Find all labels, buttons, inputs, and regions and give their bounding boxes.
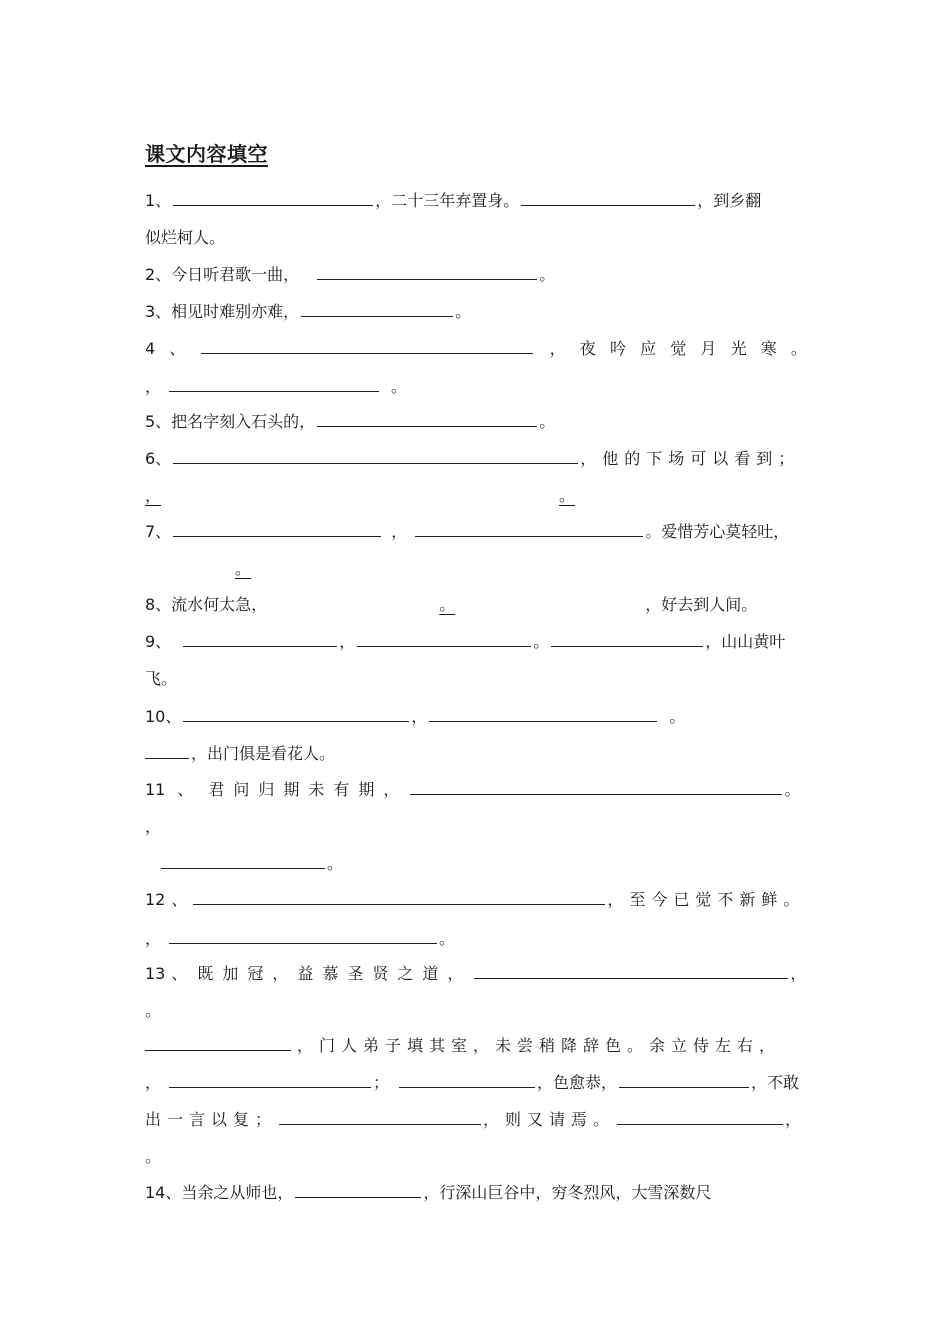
question-text: ，到乡翻 [697, 191, 762, 210]
answer-blank[interactable] [317, 408, 537, 427]
question-text: 出一言以复； [145, 1110, 278, 1129]
question-13-cont-5 [145, 1144, 807, 1170]
question-text: 似烂柯人。 [145, 228, 226, 247]
question-10-cont [145, 740, 807, 766]
question-text: ， [145, 817, 162, 836]
question-text: ， [785, 1110, 802, 1129]
question-text: ， [549, 339, 566, 358]
question-text: ，则又请焉。 [483, 1110, 616, 1129]
question-text: ，他的下场可以看到； [580, 449, 801, 468]
question-number: 10、 [145, 707, 182, 726]
question-number: 4 [145, 339, 156, 358]
question-4-cont [145, 373, 807, 399]
question-6 [145, 445, 807, 471]
question-text: ，山山黄叶 [705, 632, 786, 651]
question-text: 14、当余之从师也， [145, 1183, 294, 1202]
question-text: 。 [784, 780, 801, 799]
question-text: ，行深山巨谷中，穷冬烈风，大雪深数尺 [423, 1183, 712, 1202]
answer-blank[interactable]: 。 [235, 559, 252, 578]
question-text: 。 [669, 707, 686, 726]
question-1-cont [145, 225, 807, 251]
question-text: 2、今日听君歌一曲， [145, 265, 300, 284]
answer-blank[interactable] [169, 373, 379, 392]
answer-blank[interactable] [295, 1179, 421, 1198]
answer-blank[interactable] [173, 187, 373, 206]
answer-blank[interactable] [399, 1069, 535, 1088]
answer-blank[interactable] [301, 298, 453, 317]
question-number: 12 [145, 890, 166, 909]
answer-blank[interactable] [169, 925, 437, 944]
question-text: ， [145, 377, 162, 396]
question-text: 、 [171, 890, 188, 909]
question-6-cont [145, 483, 807, 509]
question-text: 君问归期未有期， [208, 780, 409, 799]
answer-blank[interactable]: ， 。 [145, 486, 576, 505]
answer-blank[interactable] [201, 335, 533, 354]
question-text: 吟 [609, 339, 626, 358]
question-12-cont [145, 925, 807, 951]
answer-blank[interactable] [279, 1106, 481, 1125]
answer-blank[interactable] [410, 776, 782, 795]
question-number: 11 [145, 780, 166, 799]
question-text: 。 [539, 412, 556, 431]
answer-blank[interactable] [193, 886, 605, 905]
question-text: 夜 [579, 339, 596, 358]
question-text: ， [790, 964, 807, 983]
question-text: 。 [533, 632, 550, 651]
question-text: ， [145, 1073, 162, 1092]
question-text: ， [391, 522, 408, 541]
answer-blank[interactable] [415, 518, 643, 537]
question-text: 。 [455, 302, 472, 321]
question-13-cont-2 [145, 1032, 807, 1058]
question-13-cont-4 [145, 1106, 807, 1132]
question-5 [145, 408, 807, 434]
question-8 [145, 592, 807, 618]
page-title: 课文内容填空 [145, 142, 268, 166]
question-13-cont [145, 998, 807, 1024]
question-13-cont-3 [145, 1069, 807, 1095]
answer-blank[interactable] [173, 445, 578, 464]
question-text: 8、流水何太急， [145, 595, 268, 614]
answer-blank[interactable] [317, 261, 537, 280]
question-text: 月 [700, 339, 717, 358]
question-text: 觉 [670, 339, 687, 358]
answer-blank[interactable] [183, 628, 337, 647]
question-text: 、 [177, 780, 203, 799]
answer-blank[interactable] [551, 628, 703, 647]
question-text: 。 [790, 339, 807, 358]
question-text: ，不敢 [751, 1073, 800, 1092]
answer-blank[interactable] [173, 518, 381, 537]
question-text: 。 [145, 1147, 162, 1166]
question-text: ，门人弟子填其室，未尝稍降辞色。余立侍左右， [297, 1036, 782, 1055]
question-number: 6、 [145, 449, 172, 468]
question-text: ； [373, 1073, 390, 1092]
question-text: 光 [730, 339, 747, 358]
question-9 [145, 628, 807, 654]
answer-blank[interactable] [145, 1032, 291, 1051]
question-text: 、 [169, 339, 186, 358]
question-11-cont [145, 814, 807, 840]
question-4 [145, 335, 807, 361]
question-3 [145, 298, 807, 324]
answer-blank[interactable] [145, 740, 189, 759]
question-11 [145, 776, 807, 802]
question-text: 5、把名字刻入石头的， [145, 412, 316, 431]
question-text: 。爱惜芳心莫轻吐， [645, 522, 790, 541]
question-text: 。 [539, 265, 556, 284]
question-text: 寒 [760, 339, 777, 358]
question-number: 9、 [145, 632, 172, 651]
question-10 [145, 703, 807, 729]
question-7-cont [145, 556, 807, 582]
answer-blank[interactable] [619, 1069, 749, 1088]
question-text: ， [411, 707, 428, 726]
question-text: ，出门俱是看花人。 [191, 744, 336, 763]
question-text: ，至今已觉不新鲜。 [607, 890, 806, 909]
question-2 [145, 261, 807, 287]
question-number: 13 [145, 964, 166, 983]
question-text: ， [145, 929, 162, 948]
question-1 [145, 187, 807, 213]
question-14 [145, 1179, 807, 1205]
answer-blank[interactable] [169, 1069, 371, 1088]
answer-blank[interactable] [161, 850, 325, 869]
answer-blank[interactable]: 。 [439, 595, 456, 614]
question-text: 3、相见时难别亦难， [145, 302, 300, 321]
answer-blank[interactable] [617, 1106, 783, 1125]
question-text: 应 [640, 339, 657, 358]
question-text: 。 [439, 929, 456, 948]
answer-blank[interactable] [429, 703, 657, 722]
question-number: 1、 [145, 191, 172, 210]
question-number: 7、 [145, 522, 172, 541]
answer-blank[interactable] [521, 187, 695, 206]
question-11-cont-2 [145, 850, 807, 876]
question-text: ， [339, 632, 356, 651]
question-text: 既加冠，益慕圣贤之道， [197, 964, 473, 983]
answer-blank[interactable] [357, 628, 531, 647]
question-text: 。 [145, 1001, 162, 1020]
question-text: ，好去到人间。 [645, 595, 758, 614]
question-text: 飞。 [145, 669, 178, 688]
question-text: ，二十三年弃置身。 [375, 191, 520, 210]
question-text: 。 [327, 854, 344, 873]
question-text: 。 [391, 377, 408, 396]
question-13 [145, 960, 807, 986]
question-12 [145, 886, 807, 912]
answer-blank[interactable] [183, 703, 409, 722]
question-text: 、 [171, 964, 188, 983]
question-9-cont [145, 666, 807, 692]
question-text: ，色愈恭， [537, 1073, 618, 1092]
answer-blank[interactable] [474, 960, 788, 979]
question-7 [145, 518, 807, 544]
